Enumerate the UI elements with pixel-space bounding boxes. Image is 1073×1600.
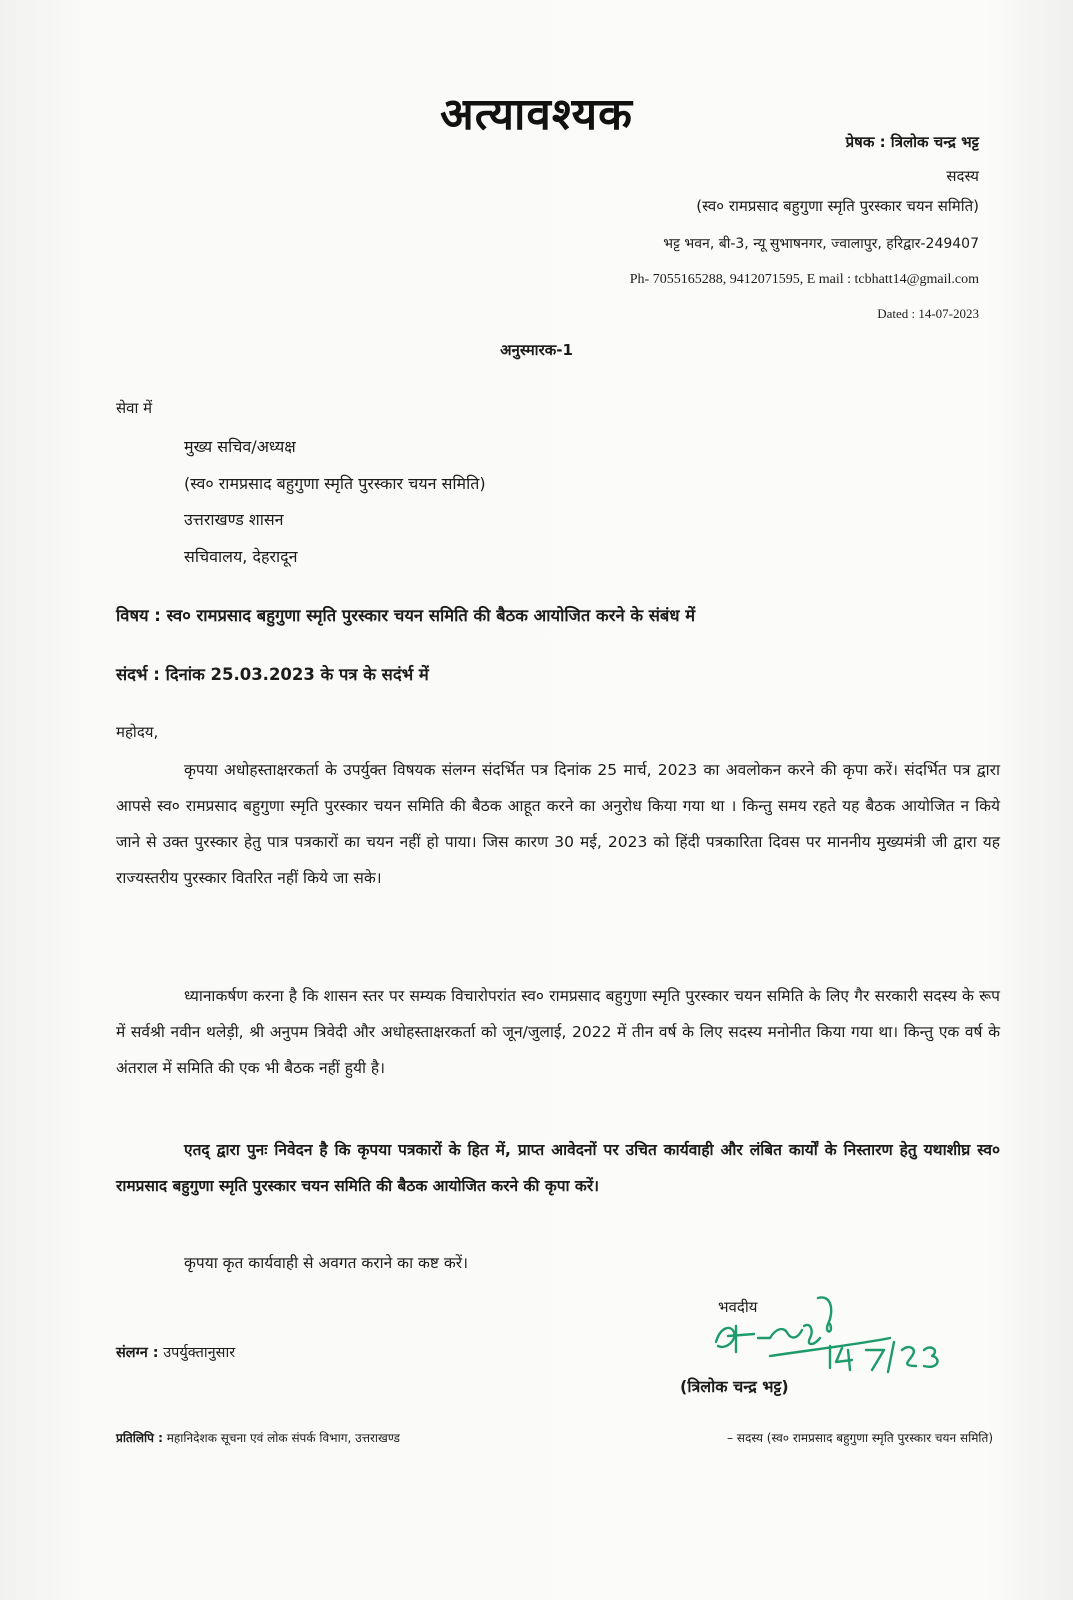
sender-role: सदस्य	[946, 167, 979, 185]
enclosure-label: संलग्न :	[116, 1345, 159, 1361]
enclosure-value: उपर्युक्तानुसार	[163, 1345, 236, 1361]
reminder-heading: अनुस्मारक-1	[500, 341, 573, 359]
recipient-line: मुख्य सचिव/अध्यक्ष	[184, 437, 296, 456]
salutation: सेवा में	[116, 399, 153, 417]
sender-name: प्रेषक : त्रिलोक चन्द्र भट्ट	[845, 133, 979, 151]
body-paragraph: एतद् द्वारा पुनः निवेदन है कि कृपया पत्रकारों के हित में, प्राप्त आवेदनों पर उचित कार्यवाही और लंबित कार्यों के निस्तारण हेतु यथाशीघ्र स्व० रामप्रसाद बहुगुणा स्मृति पुरस्कार चयन समिति की बैठक आयोजित करने की कृपा करें।	[116, 1141, 1000, 1195]
urgent-title: अत्यावश्यक	[440, 89, 633, 140]
reference-line: संदर्भ : दिनांक 25.03.2023 के पत्र के सदंर्भ में	[116, 665, 429, 684]
greeting: महोदय,	[116, 723, 159, 741]
recipient-line: (स्व० रामप्रसाद बहुगुणा स्मृति पुरस्कार चयन समिति)	[184, 474, 486, 493]
letter-date: Dated : 14-07-2023	[877, 306, 979, 321]
body-paragraph: कृपया अधोहस्ताक्षरकर्ता के उपर्युक्त विषयक संलग्न संदर्भित पत्र दिनांक 25 मार्च, 2023 का अवलोकन करने की कृपा करें। संदर्भित पत्र द्वारा आपसे स्व० रामप्रसाद बहुगुणा स्मृति पुरस्कार चयन समिति की बैठक आहूत करने का अनुरोध किया गया था । किन्तु समय रहते यह बैठक आयोजित न किये जाने से उक्त पुरस्कार हेतु पात्र पत्रकारों का चयन नहीं हो पाया। जिस कारण 30 मई, 2023 को हिंदी पत्रकारिता दिवस पर माननीय मुख्यमंत्री जी द्वारा यह राज्यस्तरीय पुरस्कार वितरित नहीं किये जा सके।	[116, 761, 1000, 887]
closing: भवदीय	[718, 1298, 758, 1316]
recipient-line: उत्तराखण्ड शासन	[184, 510, 284, 529]
signatory-name: (त्रिलोक चन्द्र भट्ट)	[680, 1377, 789, 1396]
sender-contact: Ph- 7055165288, 9412071595, E mail : tcbhatt14@gmail.com	[629, 272, 979, 287]
recipient-line: सचिवालय, देहरादून	[184, 547, 298, 566]
sender-committee: (स्व० रामप्रसाद बहुगुणा स्मृति पुरस्कार चयन समिति)	[696, 197, 979, 215]
copy-line	[116, 1429, 400, 1446]
copy-label: प्रतिलिपि :	[116, 1431, 163, 1445]
subject-line: विषय : स्व० रामप्रसाद बहुगुणा स्मृति पुरस्कार चयन समिति की बैठक आयोजित करने के संबंध में	[116, 606, 696, 625]
copy-recipient: महानिदेशक सूचना एवं लोक संपर्क विभाग, उत्तराखण्ड	[166, 1431, 400, 1445]
body-paragraph: ध्यानाकर्षण करना है कि शासन स्तर पर सम्यक विचारोपरांत स्व० रामप्रसाद बहुगुणा स्मृति पुरस्कार चयन समिति के लिए गैर सरकारी सदस्य के रूप में सर्वश्री नवीन थलेड़ी, श्री अनुपम त्रिवेदी और अधोहस्ताक्षरकर्ता को जून/जुलाई, 2022 में तीन वर्ष के लिए सदस्य मनोनीत किया गया था। किन्तु एक वर्ष के अंतराल में समिति की एक भी बैठक नहीं हुयी है।	[116, 987, 1000, 1077]
member-note: – सदस्य (स्व० रामप्रसाद बहुगुणा स्मृति पुरस्कार चयन समिति)	[727, 1431, 993, 1445]
enclosure-line	[116, 1342, 235, 1362]
sender-address: भट्ट भवन, बी-3, न्यू सुभाषनगर, ज्वालापुर, हरिद्वार-249407	[663, 236, 979, 252]
handwritten-signature	[710, 1268, 950, 1378]
body-paragraph: कृपया कृत कार्यवाही से अवगत कराने का कष्ट करें।	[184, 1254, 469, 1272]
